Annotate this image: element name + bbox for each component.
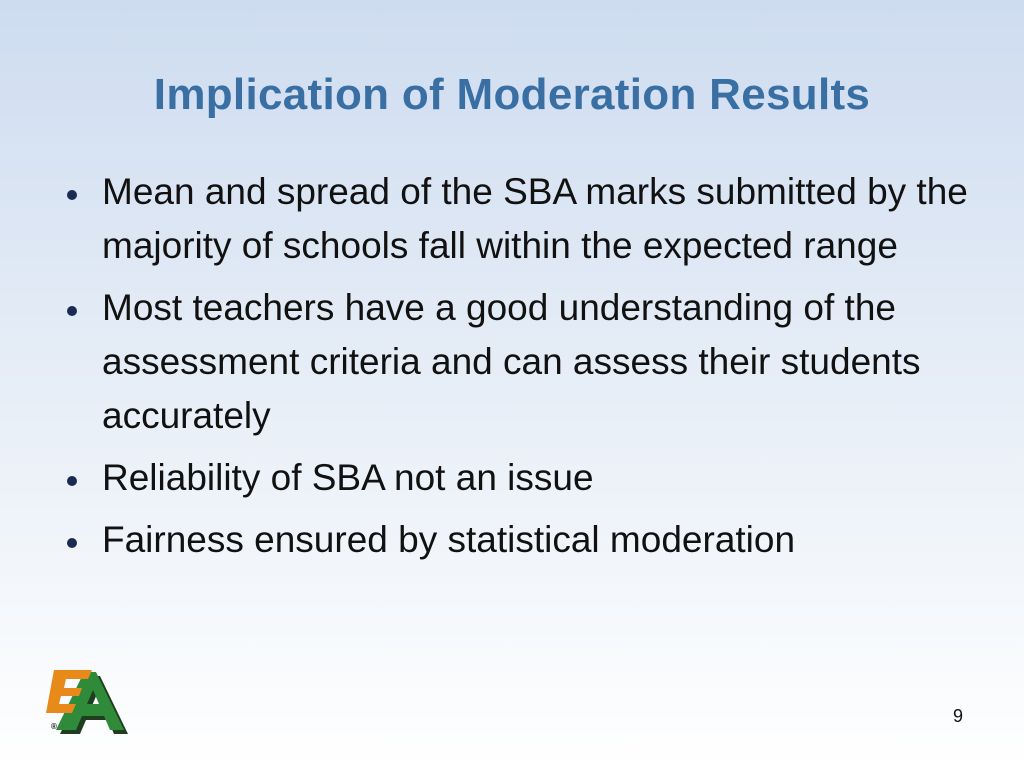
bullet-dot-icon <box>67 538 77 548</box>
page-number: 9 <box>952 706 963 726</box>
bullet-text: Fairness ensured by statistical moderation <box>102 519 796 560</box>
bullet-list <box>62 165 992 575</box>
bullet-item <box>62 451 992 505</box>
bullet-item <box>62 165 992 273</box>
slide-title: Implication of Moderation Results <box>153 70 871 119</box>
bullet-dot-icon <box>67 306 77 316</box>
bullet-text: Mean and spread of the SBA marks submitted by the majority of schools fall within the expected range <box>102 171 968 266</box>
bullet-item <box>62 513 992 567</box>
bullet-text: Reliability of SBA not an issue <box>102 457 594 498</box>
bullet-text: Most teachers have a good understanding of the assessment criteria and can assess their students accurately <box>102 287 921 436</box>
bullet-dot-icon <box>67 476 77 486</box>
bullet-dot-icon <box>67 190 77 200</box>
hkeaa-logo-icon <box>46 664 130 734</box>
registered-mark: ® <box>51 722 57 731</box>
bullet-item <box>62 281 992 443</box>
